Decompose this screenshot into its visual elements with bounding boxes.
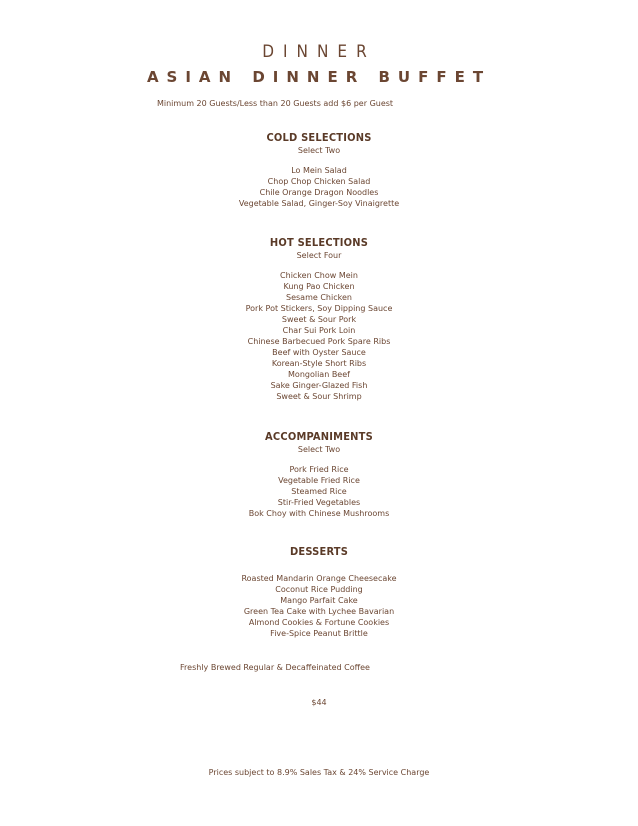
- menu-item: Green Tea Cake with Lychee Bavarian: [243, 607, 395, 616]
- cold-selections-list: [0, 165, 638, 209]
- menu-item: Char Sui Pork Loin: [282, 326, 356, 335]
- menu-item: Kung Pao Chicken: [283, 282, 355, 291]
- menu-item: Steamed Rice: [291, 487, 347, 496]
- menu-item: Sake Ginger-Glazed Fish: [270, 381, 368, 390]
- accompaniments-subtitle: Select Two: [297, 445, 341, 454]
- hot-selections-subtitle: Select Four: [296, 251, 342, 260]
- menu-item: Beef with Oyster Sauce: [272, 348, 366, 357]
- menu-item: Sweet & Sour Pork: [281, 315, 357, 324]
- cold-selections-title: COLD SELECTIONS: [266, 131, 372, 144]
- menu-item: Mongolian Beef: [288, 370, 350, 379]
- menu-item: Almond Cookies & Fortune Cookies: [248, 618, 390, 627]
- desserts-title: DESSERTS: [289, 545, 349, 558]
- menu-item: Sesame Chicken: [286, 293, 352, 302]
- menu-item: Chop Chop Chicken Salad: [267, 177, 371, 186]
- accompaniments-title: ACCOMPANIMENTS: [265, 430, 373, 443]
- desserts-list: [0, 573, 638, 639]
- menu-item: Chicken Chow Mein: [280, 271, 358, 280]
- menu-item: Roasted Mandarin Orange Cheesecake: [241, 574, 397, 583]
- menu-item: Lo Mein Salad: [291, 166, 347, 175]
- menu-item: Sweet & Sour Shrimp: [276, 392, 362, 401]
- minimum-guests-note: Minimum 20 Guests/Less than 20 Guests add $6 per Guest: [156, 99, 394, 108]
- menu-item: Coconut Rice Pudding: [275, 585, 363, 594]
- accompaniments-list: [0, 464, 638, 519]
- hot-selections-section: [0, 236, 638, 402]
- cold-selections-subtitle: Select Two: [297, 146, 341, 155]
- menu-item: Stir-Fried Vegetables: [277, 498, 361, 507]
- menu-item: Pork Fried Rice: [289, 465, 349, 474]
- desserts-section: [0, 545, 638, 639]
- menu-item: Chile Orange Dragon Noodles: [259, 188, 379, 197]
- tax-service-note: Prices subject to 8.9% Sales Tax & 24% Service Charge: [208, 768, 430, 777]
- coffee-note: Freshly Brewed Regular & Decaffeinated Coffee: [180, 663, 370, 672]
- menu-item: Chinese Barbecued Pork Spare Ribs: [247, 337, 391, 346]
- buffet-price: $44: [311, 698, 327, 707]
- menu-item: Vegetable Salad, Ginger-Soy Vinaigrette: [238, 199, 400, 208]
- menu-title: ASIAN DINNER BUFFET: [146, 68, 492, 86]
- menu-item: Five-Spice Peanut Brittle: [270, 629, 368, 638]
- menu-item: Bok Choy with Chinese Mushrooms: [248, 509, 390, 518]
- menu-item: Vegetable Fried Rice: [278, 476, 360, 485]
- accompaniments-section: [0, 430, 638, 519]
- menu-item: Pork Pot Stickers, Soy Dipping Sauce: [245, 304, 393, 313]
- hot-selections-list: [0, 270, 638, 402]
- menu-item: Mango Parfait Cake: [280, 596, 358, 605]
- menu-category-heading: DINNER: [262, 42, 376, 62]
- cold-selections-section: [0, 131, 638, 209]
- menu-item: Korean-Style Short Ribs: [271, 359, 367, 368]
- hot-selections-title: HOT SELECTIONS: [269, 236, 369, 249]
